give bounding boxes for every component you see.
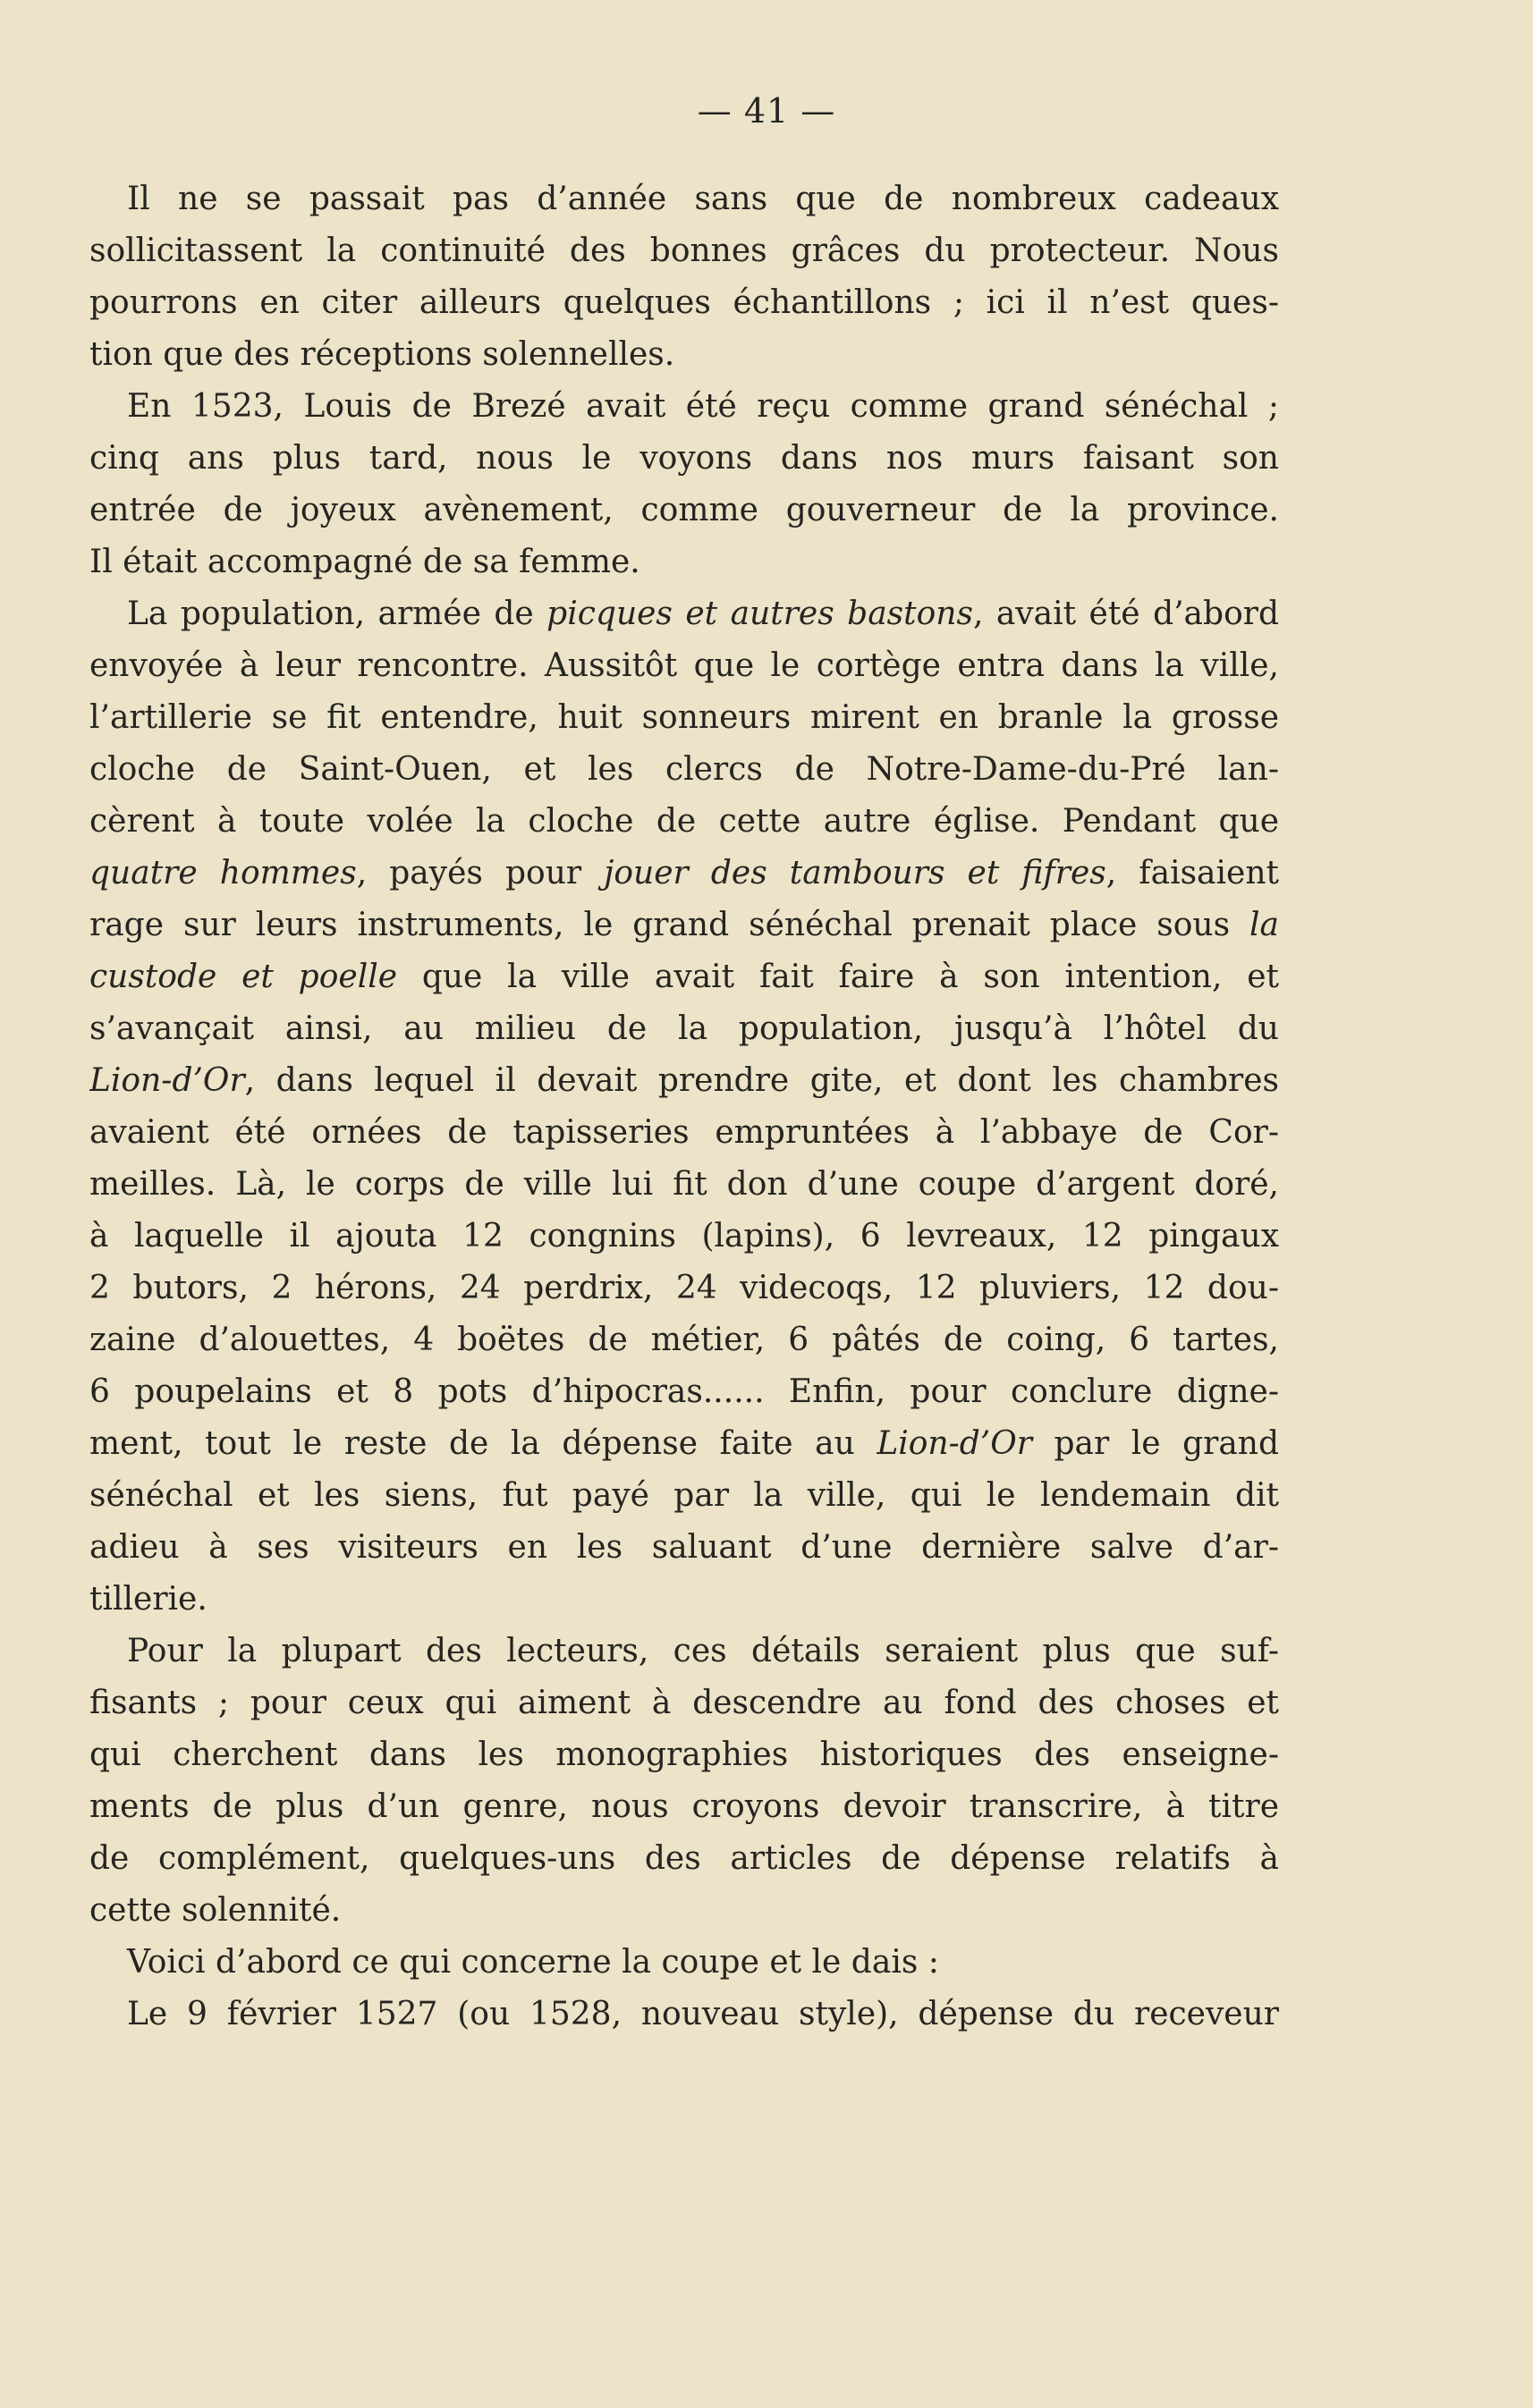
text-line	[89, 537, 1279, 588]
text-line	[89, 1522, 1279, 1574]
italic-text: picques et autres bastons	[546, 596, 973, 632]
italic-text: Lion-d’Or	[89, 1062, 245, 1099]
text-line	[89, 1470, 1279, 1522]
text-run: entrée de joyeux avènement, comme gouverneur de la province.	[89, 492, 1279, 528]
text-run: Il ne se passait pas d’année sans que de nombreux cadeaux	[127, 181, 1279, 217]
text-run: ment, tout le reste de la dépense faite au	[89, 1425, 877, 1462]
page-number: — 41 —	[697, 91, 836, 131]
text-line	[89, 225, 1279, 277]
body-text	[89, 173, 1279, 2040]
italic-text: quatre hommes	[89, 855, 357, 891]
text-run: 2 butors, 2 hérons, 24 perdrix, 24 videcoqs, 12 pluviers, 12 dou-	[89, 1270, 1279, 1306]
text-line	[89, 1055, 1279, 1107]
text-run: , payés pour	[356, 855, 605, 891]
text-run: s’avançait ainsi, au milieu de la population, jusqu’à l’hôtel du	[89, 1010, 1279, 1047]
text-run: avaient été ornées de tapisseries empruntées à l’abbaye de Cor-	[89, 1114, 1279, 1151]
text-line	[89, 951, 1279, 1003]
text-run: que la ville avait fait faire à son intention, et	[397, 959, 1279, 995]
text-run: zaine d’alouettes, 4 boëtes de métier, 6 pâtés de coing, 6 tartes,	[89, 1322, 1279, 1358]
text-line	[89, 1314, 1279, 1366]
text-run: , dans lequel il devait prendre gite, et dont les chambres	[244, 1062, 1279, 1099]
text-line	[89, 1781, 1279, 1833]
text-line	[89, 1626, 1279, 1677]
text-run: tion que des réceptions solennelles.	[89, 336, 675, 373]
italic-text: custode et poelle	[89, 959, 398, 995]
text-run: à laquelle il ajouta 12 congnins (lapins), 6 levreaux, 12 pingaux	[89, 1218, 1279, 1255]
text-line	[89, 796, 1279, 848]
text-run: En 1523, Louis de Brezé avait été reçu comme grand sénéchal ;	[127, 388, 1279, 425]
text-line	[89, 1211, 1279, 1263]
text-run: pourrons en citer ailleurs quelques échantillons ; ici il n’est ques-	[89, 284, 1279, 321]
text-line	[89, 329, 1279, 381]
text-line	[89, 640, 1279, 692]
text-line	[89, 848, 1279, 900]
text-line	[89, 744, 1279, 796]
text-run: La population, armée de	[127, 596, 547, 632]
italic-text: jouer des tambours et fifres	[604, 855, 1106, 891]
text-run: Il était accompagné de sa femme.	[89, 544, 640, 580]
text-line	[89, 692, 1279, 744]
text-line	[89, 900, 1279, 951]
text-run: meilles. Là, le corps de ville lui fit don d’une coupe d’argent doré,	[89, 1166, 1279, 1203]
text-line	[89, 1729, 1279, 1781]
text-line	[89, 1885, 1279, 1937]
text-run: , faisaient	[1105, 855, 1279, 891]
text-run: ments de plus d’un genre, nous croyons devoir transcrire, à titre	[89, 1788, 1279, 1825]
text-run: 6 poupelains et 8 pots d’hipocras...... Enfin, pour conclure digne-	[89, 1373, 1279, 1410]
italic-text: Lion-d’Or	[877, 1425, 1032, 1462]
text-line	[89, 173, 1279, 225]
text-run: qui cherchent dans les monographies historiques des enseigne-	[89, 1736, 1279, 1773]
text-run: adieu à ses visiteurs en les saluant d’une dernière salve d’ar-	[89, 1529, 1279, 1566]
text-line	[89, 277, 1279, 329]
text-line	[89, 1366, 1279, 1418]
text-line	[89, 1107, 1279, 1159]
text-line	[89, 1159, 1279, 1211]
text-run: tillerie.	[89, 1581, 208, 1618]
text-line	[89, 1263, 1279, 1314]
text-run: cèrent à toute volée la cloche de cette autre église. Pendant que	[89, 803, 1279, 840]
text-run: cette solennité.	[89, 1892, 342, 1929]
text-line	[89, 433, 1279, 485]
text-line	[89, 1833, 1279, 1885]
text-run: , avait été d’abord	[972, 596, 1279, 632]
text-run: rage sur leurs instruments, le grand sénéchal prenait place sous	[89, 907, 1250, 943]
text-line	[89, 1937, 1279, 1989]
text-run: envoyée à leur rencontre. Aussitôt que le cortège entra dans la ville,	[89, 647, 1279, 684]
text-run: de complément, quelques-uns des articles de dépense relatifs à	[89, 1840, 1279, 1877]
text-line	[89, 1989, 1279, 2040]
text-line	[89, 1418, 1279, 1470]
text-run: sollicitassent la continuité des bonnes grâces du protecteur. Nous	[89, 232, 1279, 269]
text-line	[89, 381, 1279, 433]
text-run: cinq ans plus tard, nous le voyons dans nos murs faisant son	[89, 440, 1279, 477]
text-line	[89, 485, 1279, 537]
text-line	[89, 588, 1279, 640]
text-run: Le 9 février 1527 (ou 1528, nouveau style), dépense du receveur	[127, 1996, 1279, 2032]
text-line	[89, 1677, 1279, 1729]
text-run: fisants ; pour ceux qui aiment à descendre au fond des choses et	[89, 1685, 1279, 1721]
text-run: Pour la plupart des lecteurs, ces détails seraient plus que suf-	[127, 1633, 1279, 1669]
text-run: l’artillerie se fit entendre, huit sonneurs mirent en branle la grosse	[89, 699, 1279, 736]
text-run: sénéchal et les siens, fut payé par la ville, qui le lendemain dit	[89, 1477, 1279, 1514]
text-line	[89, 1003, 1279, 1055]
italic-text: la	[1249, 907, 1279, 943]
text-line	[89, 1574, 1279, 1626]
text-run: cloche de Saint-Ouen, et les clercs de Notre-Dame-du-Pré lan-	[89, 751, 1279, 788]
text-run: Voici d’abord ce qui concerne la coupe et le dais :	[127, 1944, 939, 1981]
text-run: par le grand	[1031, 1425, 1279, 1462]
